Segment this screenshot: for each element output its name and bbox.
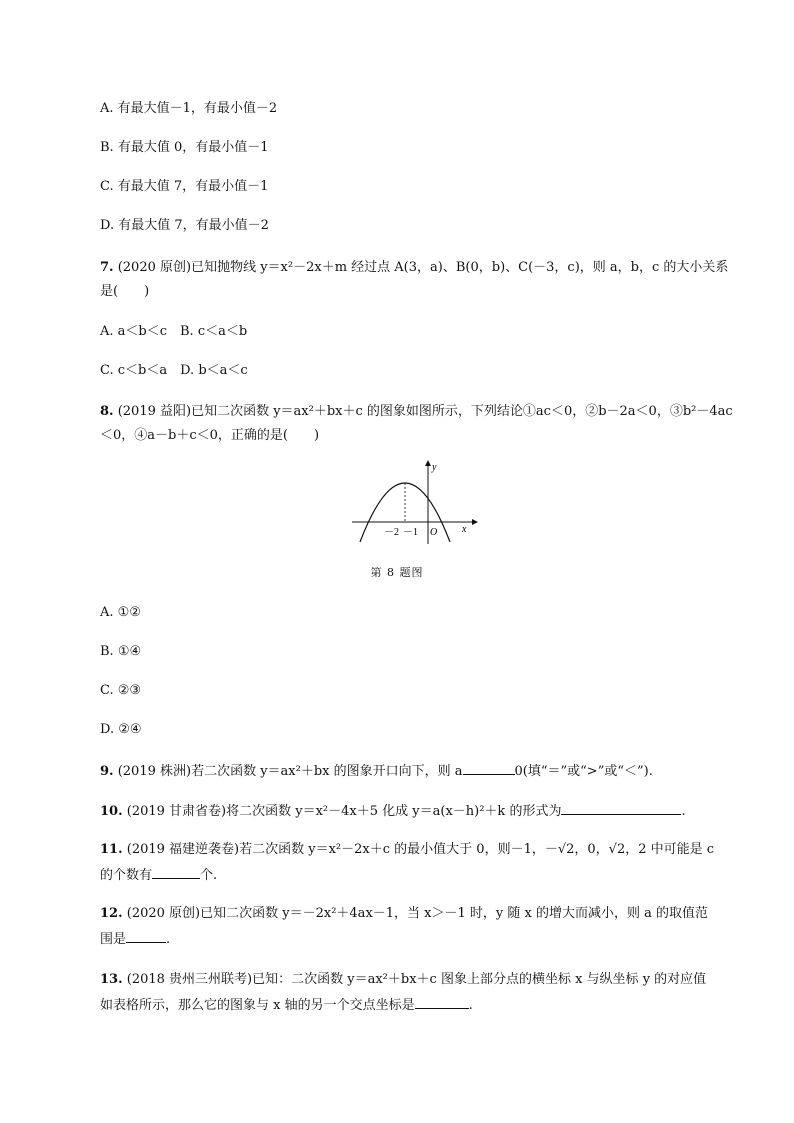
question-text: (2020 原创)已知二次函数 y＝－2x²＋4ax－1，当 x＞－1 时，y 随 x 的增大而减小，则 a 的取值范 (126, 906, 708, 921)
question-text: 围是 (100, 932, 127, 947)
option-d: D. 有最大值 7，有最小值－2 (100, 218, 269, 233)
question-number: 8. (100, 404, 114, 419)
tick-minus-1: －1 (403, 527, 418, 538)
question-text-tail: 0(填“＝”或“>”或“＜”). (514, 764, 653, 779)
question-7-options-row1: A. a＜b＜c B. c＜a＜b (100, 324, 248, 339)
x-axis-arrow (472, 519, 478, 525)
question-7-options-row2: C. c＜b＜a D. b＜a＜c (100, 363, 248, 378)
figure-caption: 第 8 题图 (370, 566, 424, 579)
y-label: y (432, 462, 437, 473)
question-text: (2019 福建逆袭卷)若二次函数 y＝x²－2x＋c 的最小值大于 0，则－1，－√2，0，√2，2 中可能是 c (126, 842, 715, 857)
answer-blank[interactable] (126, 928, 166, 943)
origin-label: O (430, 527, 438, 538)
question-11-line2 (100, 864, 217, 886)
question-text: (2020 原创)已知抛物线 y＝x²－2x＋m 经过点 A(3，a)、B(0，b)、C(－3，c)，则 a，b，c 的大小关系 (117, 260, 729, 275)
answer-blank[interactable] (561, 800, 681, 815)
question-text-tail: . (681, 804, 686, 819)
parabola-figure (350, 456, 480, 546)
question-text-tail: 个. (200, 868, 218, 883)
question-8-option-c: C. ②③ (100, 683, 142, 698)
question-8-line2: ＜0，④a－b＋c＜0，正确的是( ) (100, 428, 320, 443)
question-text: (2019 株洲)若二次函数 y＝ax²＋bx 的图象开口向下，则 a (117, 764, 463, 779)
question-number: 7. (100, 260, 114, 275)
question-8-option-a: A. ①② (100, 605, 141, 620)
question-11-line1 (100, 840, 714, 860)
question-text: (2019 益阳)已知二次函数 y＝ax²＋bx＋c 的图象如图所示，下列结论①ac＜0，②b－2a＜0，③b²－4ac (117, 404, 733, 419)
question-12-line2 (100, 928, 170, 950)
question-text: (2019 甘肃省卷)将二次函数 y＝x²－4x＋5 化成 y＝a(x－h)²＋k 的形式为 (126, 804, 562, 819)
question-number: 10. (100, 804, 123, 819)
question-12-line1 (100, 904, 708, 924)
y-axis-arrow (425, 460, 431, 466)
question-text: 如表格所示，那么它的图象与 x 轴的另一个交点坐标是 (100, 998, 415, 1013)
question-number: 12. (100, 906, 123, 921)
question-7-line2: 是( ) (100, 284, 150, 299)
question-10 (100, 800, 686, 822)
question-8-option-b: B. ①④ (100, 644, 142, 659)
answer-blank[interactable] (152, 864, 200, 879)
answer-blank[interactable] (463, 760, 515, 775)
question-number: 11. (100, 842, 123, 857)
question-number: 13. (100, 972, 123, 987)
question-text-tail: . (166, 932, 171, 947)
question-13-line2 (100, 994, 473, 1016)
question-number: 9. (100, 764, 114, 779)
question-8-line1 (100, 402, 733, 422)
option-a: A. 有最大值－1，有最小值－2 (100, 101, 278, 116)
answer-blank[interactable] (415, 994, 469, 1009)
option-c: C. 有最大值 7，有最小值－1 (100, 179, 269, 194)
question-13-line1 (100, 970, 706, 990)
question-text-tail: . (468, 998, 473, 1013)
question-text: (2018 贵州三州联考)已知：二次函数 y＝ax²＋bx＋c 图象上部分点的横坐标 x 与纵坐标 y 的对应值 (126, 972, 707, 987)
question-text: 的个数有 (100, 868, 153, 883)
tick-minus-2: －2 (384, 527, 399, 538)
option-b: B. 有最大值 0，有最小值－1 (100, 140, 269, 155)
question-8-option-d: D. ②④ (100, 722, 142, 737)
x-label: x (462, 524, 467, 535)
question-9 (100, 760, 653, 782)
question-7-line1 (100, 258, 728, 278)
